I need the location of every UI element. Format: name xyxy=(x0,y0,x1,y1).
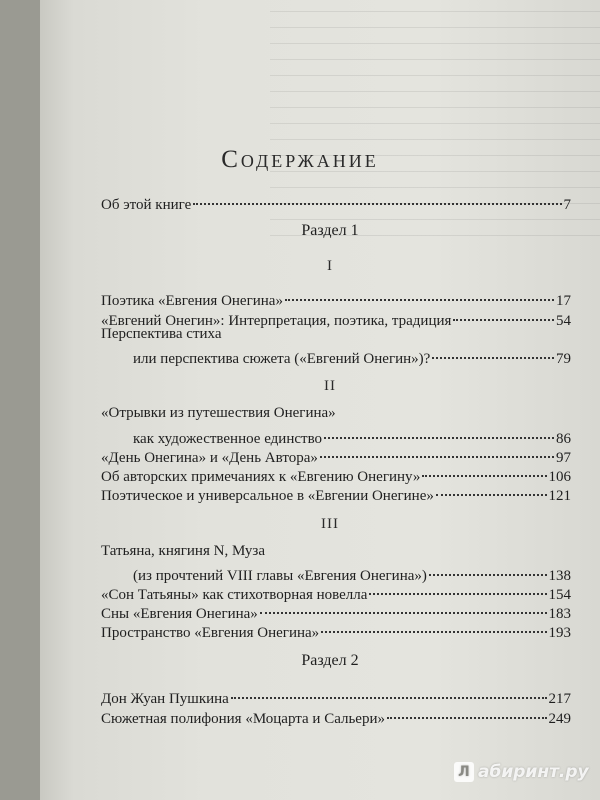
toc-entry: или перспектива сюжета («Евгений Онегин»)? 79 xyxy=(101,344,571,366)
leader-dots xyxy=(193,186,561,205)
toc-entry: Поэтическое и универсальное в «Евгении Онегине» 121 xyxy=(101,481,571,503)
leader-dots xyxy=(324,420,554,439)
toc-entry: Об авторских примечаниях к «Евгению Онегину» 106 xyxy=(101,462,571,484)
leader-dots xyxy=(453,302,554,321)
leader-dots xyxy=(260,595,547,614)
part-number: II xyxy=(324,378,336,394)
toc-entry: «Сон Татьяны» как стихотворная новелла 154 xyxy=(101,580,571,602)
show-through-text xyxy=(270,0,600,250)
leader-dots xyxy=(231,680,547,699)
part-number: I xyxy=(327,258,333,274)
toc-entry-first-line: Перспектива стиха xyxy=(101,326,222,342)
toc-entry: Сны «Евгения Онегина» 183 xyxy=(101,599,571,621)
leader-dots xyxy=(422,458,546,477)
section-heading: Раздел 1 xyxy=(301,222,359,239)
leader-dots xyxy=(387,700,547,719)
toc-entry-first-line: Татьяна, княгиня N, Муза xyxy=(101,543,265,559)
toc-entry: Пространство «Евгения Онегина» 193 xyxy=(101,618,571,640)
toc-entry: как художественное единство 86 xyxy=(101,424,571,446)
site-watermark xyxy=(454,762,589,782)
toc-title: Содержание xyxy=(221,146,379,173)
toc-entry: «Евгений Онегин»: Интерпретация, поэтика, традиция 54 xyxy=(101,306,571,328)
leader-dots xyxy=(320,439,554,458)
toc-entry-intro: Об этой книге 7 xyxy=(101,190,571,212)
part-number: III xyxy=(321,516,339,532)
watermark-text: абиринт.ру xyxy=(478,762,589,782)
section-heading: Раздел 2 xyxy=(301,652,359,669)
toc-entry: «День Онегина» и «День Автора» 97 xyxy=(101,443,571,465)
toc-entry: Поэтика «Евгения Онегина» 17 xyxy=(101,286,571,308)
leader-dots xyxy=(321,614,546,633)
leader-dots xyxy=(429,557,547,576)
toc-entry: Сюжетная полифония «Моцарта и Сальери» 249 xyxy=(101,704,571,726)
leader-dots xyxy=(285,282,554,301)
leader-dots xyxy=(369,576,546,595)
labirint-logo-icon: Л xyxy=(454,762,474,782)
leader-dots xyxy=(436,477,547,496)
toc-entry: (из прочтений VIII главы «Евгения Онегина») 138 xyxy=(101,561,571,583)
toc-entry-first-line: «Отрывки из путешествия Онегина» xyxy=(101,405,336,421)
toc-entry: Дон Жуан Пушкина 217 xyxy=(101,684,571,706)
leader-dots xyxy=(432,340,554,359)
